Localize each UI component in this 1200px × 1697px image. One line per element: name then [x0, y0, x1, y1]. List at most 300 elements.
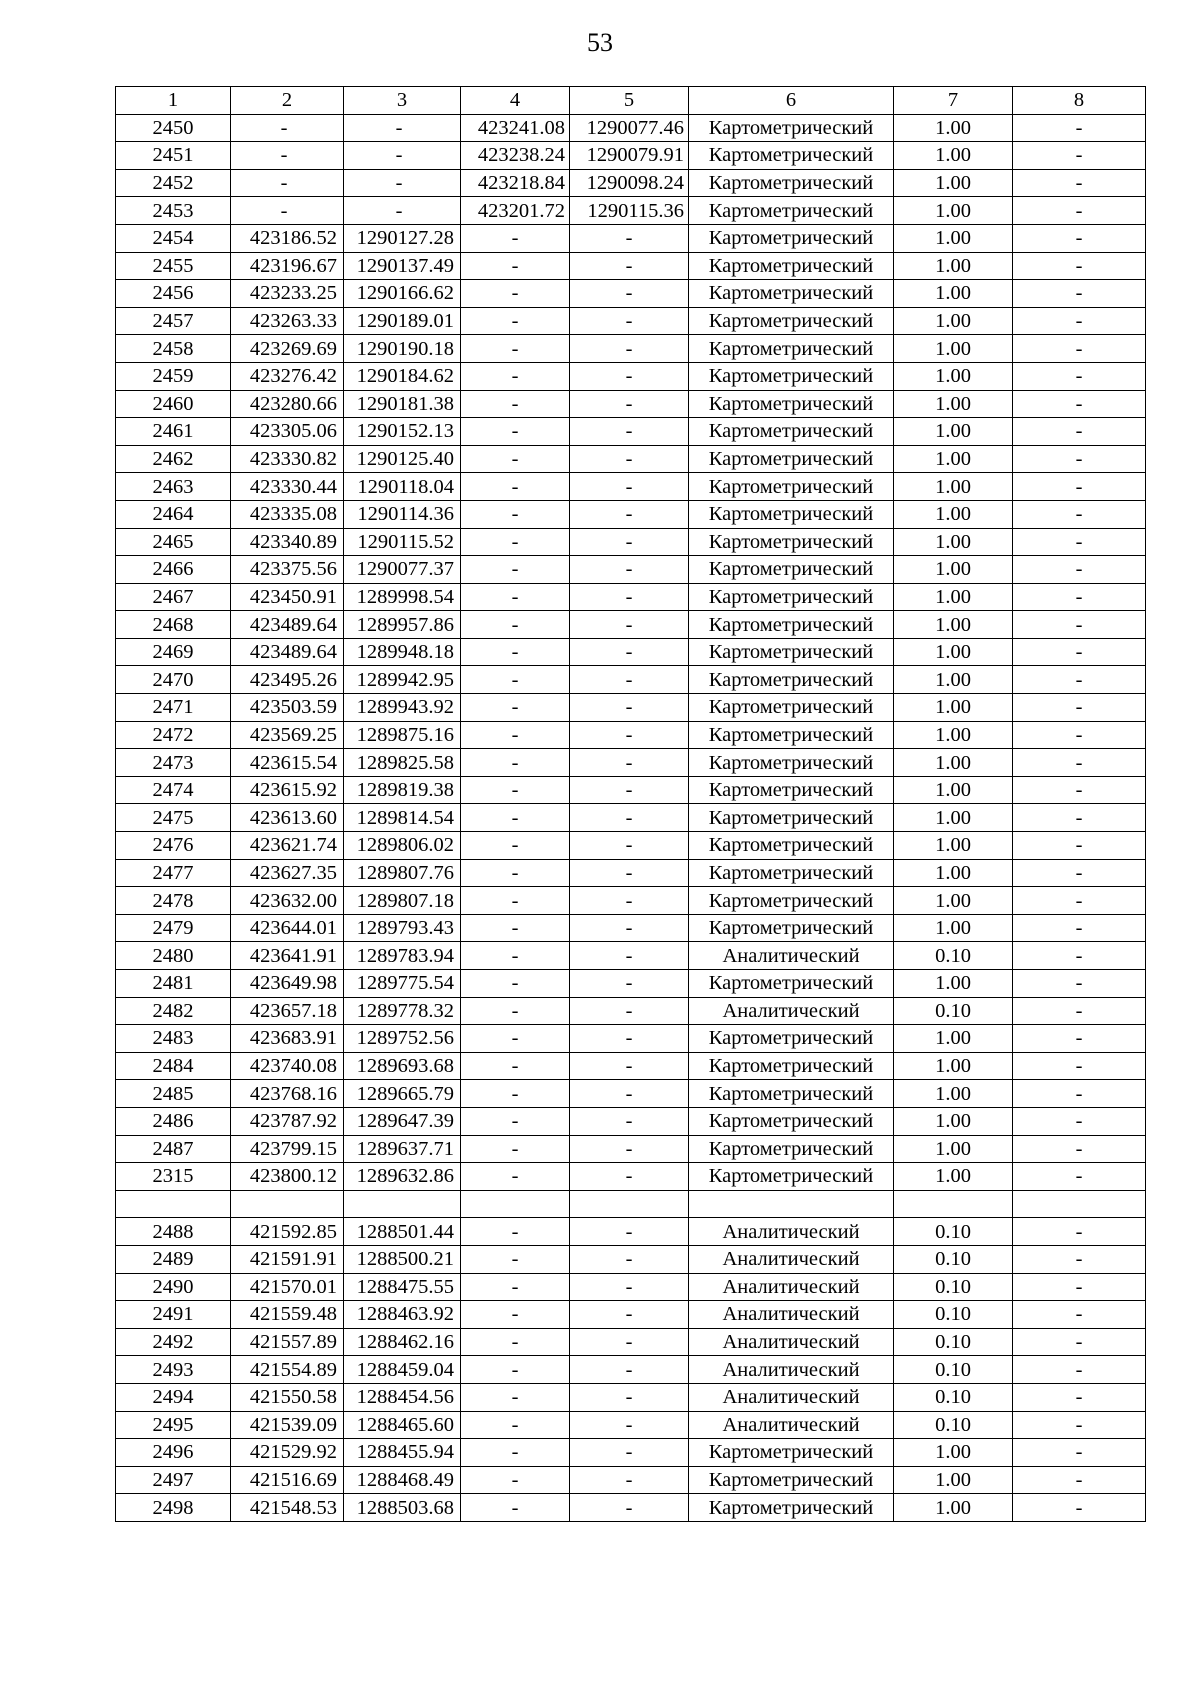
table-cell: 423657.18 [231, 997, 344, 1025]
table-cell: - [1013, 1466, 1146, 1494]
table-row [116, 1163, 1146, 1191]
table-cell: 1289998.54 [344, 583, 461, 611]
table-cell: 1290118.04 [344, 473, 461, 501]
table-cell: - [461, 970, 570, 998]
table-cell: - [461, 473, 570, 501]
table-cell: - [461, 1135, 570, 1163]
table-cell: Картометрический [689, 1135, 894, 1163]
table-cell: 423569.25 [231, 721, 344, 749]
table-cell: Картометрический [689, 1439, 894, 1467]
column-header: 1 [116, 87, 231, 115]
table-cell [894, 1190, 1013, 1218]
table-row [116, 390, 1146, 418]
table-cell: 423201.72 [461, 197, 570, 225]
table-cell: 1289819.38 [344, 776, 461, 804]
table-cell: - [461, 776, 570, 804]
table-cell: - [570, 556, 689, 584]
table-cell: 1.00 [894, 1494, 1013, 1522]
table-cell: 2489 [116, 1245, 231, 1273]
table-row [116, 804, 1146, 832]
table-cell: - [570, 1025, 689, 1053]
table-cell: Картометрический [689, 1052, 894, 1080]
table-cell: - [461, 749, 570, 777]
table-cell: 2471 [116, 694, 231, 722]
table-row [116, 638, 1146, 666]
table-cell: - [570, 1135, 689, 1163]
table-row [116, 500, 1146, 528]
table-cell: - [1013, 252, 1146, 280]
table-cell: - [461, 859, 570, 887]
table-cell: - [570, 1439, 689, 1467]
table-cell: 0.10 [894, 1245, 1013, 1273]
table-cell: - [570, 1163, 689, 1191]
table-cell: - [1013, 1135, 1146, 1163]
table-cell: Картометрический [689, 280, 894, 308]
table-cell: 1288459.04 [344, 1356, 461, 1384]
table-cell: - [461, 997, 570, 1025]
table-cell: 1.00 [894, 500, 1013, 528]
table-cell: - [344, 114, 461, 142]
table-cell: Картометрический [689, 1466, 894, 1494]
table-cell: - [1013, 362, 1146, 390]
table-cell: 2495 [116, 1411, 231, 1439]
table-cell: 1.00 [894, 390, 1013, 418]
table-cell: - [570, 362, 689, 390]
table-cell: - [1013, 197, 1146, 225]
coordinates-table [115, 86, 1146, 1522]
table-cell: - [1013, 887, 1146, 915]
table-cell: Картометрический [689, 142, 894, 170]
table-cell: 423489.64 [231, 611, 344, 639]
table-cell: Картометрический [689, 832, 894, 860]
table-row [116, 252, 1146, 280]
table-row [116, 1356, 1146, 1384]
table-cell: 2454 [116, 224, 231, 252]
table-cell: Картометрический [689, 694, 894, 722]
table-cell: 1290098.24 [570, 169, 689, 197]
table-row [116, 1466, 1146, 1494]
table-cell: - [461, 1466, 570, 1494]
table-cell: 1289778.32 [344, 997, 461, 1025]
table-cell: 423340.89 [231, 528, 344, 556]
table-cell: 2492 [116, 1328, 231, 1356]
table-cell: 1.00 [894, 694, 1013, 722]
table-cell: 1.00 [894, 914, 1013, 942]
table-cell: 423305.06 [231, 418, 344, 446]
table-cell: 2481 [116, 970, 231, 998]
table-cell: 423503.59 [231, 694, 344, 722]
table-cell: - [1013, 666, 1146, 694]
table-row [116, 1494, 1146, 1522]
table-cell: Картометрический [689, 1494, 894, 1522]
table-cell: Картометрический [689, 335, 894, 363]
table-cell: 421557.89 [231, 1328, 344, 1356]
table-cell: 0.10 [894, 1383, 1013, 1411]
table-cell: - [1013, 1245, 1146, 1273]
table-cell: 421539.09 [231, 1411, 344, 1439]
table-cell: - [1013, 832, 1146, 860]
table-cell: - [461, 528, 570, 556]
table-cell: Аналитический [689, 1383, 894, 1411]
table-cell: Картометрический [689, 914, 894, 942]
table-cell: 2456 [116, 280, 231, 308]
table-cell: 2465 [116, 528, 231, 556]
table-cell: 1.00 [894, 1080, 1013, 1108]
table-cell: - [1013, 1218, 1146, 1246]
table-row [116, 280, 1146, 308]
table-cell: - [1013, 224, 1146, 252]
table-cell: - [570, 1107, 689, 1135]
table-row [116, 114, 1146, 142]
table-cell: 2486 [116, 1107, 231, 1135]
table-cell: - [570, 390, 689, 418]
table-cell: - [1013, 1356, 1146, 1384]
table-cell: 1.00 [894, 1135, 1013, 1163]
table-cell: - [461, 390, 570, 418]
table-cell: - [1013, 970, 1146, 998]
table-cell: 1.00 [894, 1052, 1013, 1080]
table-cell: 2474 [116, 776, 231, 804]
table-cell: - [570, 666, 689, 694]
table-cell: 423621.74 [231, 832, 344, 860]
table-cell: - [1013, 776, 1146, 804]
table-cell: - [231, 142, 344, 170]
table-cell: - [461, 611, 570, 639]
table-cell: - [570, 418, 689, 446]
table-cell: 2496 [116, 1439, 231, 1467]
table-cell: 0.10 [894, 1301, 1013, 1329]
table-cell: 0.10 [894, 997, 1013, 1025]
table-cell [231, 1190, 344, 1218]
table-cell: 423375.56 [231, 556, 344, 584]
table-row [116, 362, 1146, 390]
table-cell: - [570, 638, 689, 666]
table-cell: 1288468.49 [344, 1466, 461, 1494]
table-cell: Картометрический [689, 970, 894, 998]
table-cell: - [1013, 804, 1146, 832]
table-cell: Аналитический [689, 1218, 894, 1246]
column-header: 7 [894, 87, 1013, 115]
table-row [116, 970, 1146, 998]
table-cell: 1.00 [894, 776, 1013, 804]
table-cell: - [461, 1439, 570, 1467]
table-cell: - [461, 280, 570, 308]
table-cell: 2494 [116, 1383, 231, 1411]
table-cell: 423233.25 [231, 280, 344, 308]
table-cell: 1.00 [894, 1163, 1013, 1191]
table-row [116, 1301, 1146, 1329]
table-cell: 1288475.55 [344, 1273, 461, 1301]
table-row [116, 528, 1146, 556]
table-cell: 1.00 [894, 169, 1013, 197]
table-cell: 1.00 [894, 859, 1013, 887]
table-cell: - [461, 1411, 570, 1439]
table-cell: 1.00 [894, 721, 1013, 749]
table-cell: Картометрический [689, 749, 894, 777]
table-cell: 1.00 [894, 1025, 1013, 1053]
table-cell [1013, 1190, 1146, 1218]
table-cell: 1290181.38 [344, 390, 461, 418]
table-cell: - [461, 804, 570, 832]
table-cell: - [231, 197, 344, 225]
table-cell: 421592.85 [231, 1218, 344, 1246]
table-cell: Картометрический [689, 224, 894, 252]
table-cell: - [1013, 1025, 1146, 1053]
table-cell: 421548.53 [231, 1494, 344, 1522]
table-cell: 423276.42 [231, 362, 344, 390]
table-cell: - [461, 694, 570, 722]
table-cell: 0.10 [894, 1273, 1013, 1301]
table-cell: 2490 [116, 1273, 231, 1301]
table-cell: 1290152.13 [344, 418, 461, 446]
table-row [116, 611, 1146, 639]
table-cell: - [1013, 749, 1146, 777]
table-row [116, 1190, 1146, 1218]
table-cell: - [570, 528, 689, 556]
table-cell: 1289814.54 [344, 804, 461, 832]
table-cell: 2458 [116, 335, 231, 363]
table-cell: - [570, 583, 689, 611]
table-cell: - [461, 887, 570, 915]
table-cell: - [1013, 1494, 1146, 1522]
table-cell: - [570, 335, 689, 363]
table-cell: - [461, 1052, 570, 1080]
table-cell: - [1013, 997, 1146, 1025]
table-cell: 1.00 [894, 583, 1013, 611]
column-header: 8 [1013, 87, 1146, 115]
table-row [116, 1245, 1146, 1273]
table-cell: - [461, 1383, 570, 1411]
table-cell: - [344, 142, 461, 170]
table-cell: 1.00 [894, 335, 1013, 363]
table-cell: Картометрический [689, 252, 894, 280]
table-cell: - [570, 280, 689, 308]
table-cell: Картометрический [689, 583, 894, 611]
table-cell: - [231, 114, 344, 142]
table-cell: - [1013, 942, 1146, 970]
table-cell: 2473 [116, 749, 231, 777]
table-cell: Картометрический [689, 500, 894, 528]
table-cell: 423615.92 [231, 776, 344, 804]
table-cell: 421554.89 [231, 1356, 344, 1384]
table-cell: Картометрический [689, 721, 894, 749]
table-cell: 423768.16 [231, 1080, 344, 1108]
table-cell: 2460 [116, 390, 231, 418]
table-cell: 1290115.36 [570, 197, 689, 225]
table-cell: 423186.52 [231, 224, 344, 252]
table-row [116, 1107, 1146, 1135]
table-cell: - [570, 224, 689, 252]
table-cell: 2464 [116, 500, 231, 528]
table-cell: 1290115.52 [344, 528, 461, 556]
table-cell: 2453 [116, 197, 231, 225]
table-row [116, 224, 1146, 252]
table-cell: - [461, 252, 570, 280]
table-cell: 0.10 [894, 942, 1013, 970]
table-cell: 1290190.18 [344, 335, 461, 363]
table-cell: 1289807.18 [344, 887, 461, 915]
table-cell: 1290189.01 [344, 307, 461, 335]
table-row [116, 1218, 1146, 1246]
table-cell: 2479 [116, 914, 231, 942]
table-cell: - [461, 914, 570, 942]
table-cell: - [570, 473, 689, 501]
table-cell: - [570, 1273, 689, 1301]
table-cell: 423644.01 [231, 914, 344, 942]
table-cell: 421591.91 [231, 1245, 344, 1273]
table-cell: Аналитический [689, 942, 894, 970]
table-cell: - [570, 1328, 689, 1356]
table-row [116, 694, 1146, 722]
table-cell: 423335.08 [231, 500, 344, 528]
table-cell: - [570, 1466, 689, 1494]
table-cell: - [461, 500, 570, 528]
table-cell: 2478 [116, 887, 231, 915]
table-cell: - [570, 804, 689, 832]
table-cell: - [570, 252, 689, 280]
table-cell: 2488 [116, 1218, 231, 1246]
table-cell: - [1013, 307, 1146, 335]
table-cell: 1.00 [894, 197, 1013, 225]
table-cell: - [461, 307, 570, 335]
table-cell: 423241.08 [461, 114, 570, 142]
table-cell: 1.00 [894, 445, 1013, 473]
table-cell: - [1013, 528, 1146, 556]
table-row [116, 749, 1146, 777]
table-cell: 421570.01 [231, 1273, 344, 1301]
table-cell: - [1013, 335, 1146, 363]
table-cell: 1288462.16 [344, 1328, 461, 1356]
table-cell: Аналитический [689, 1273, 894, 1301]
table-cell: 1.00 [894, 280, 1013, 308]
table-cell: 2463 [116, 473, 231, 501]
table-cell: - [1013, 611, 1146, 639]
table-cell: Картометрический [689, 390, 894, 418]
table-cell: 423280.66 [231, 390, 344, 418]
table-cell: - [1013, 1328, 1146, 1356]
table-row [116, 942, 1146, 970]
table-row [116, 1411, 1146, 1439]
table-cell: - [461, 721, 570, 749]
table-cell: 1290077.37 [344, 556, 461, 584]
table-cell: - [1013, 473, 1146, 501]
table-cell: 1.00 [894, 473, 1013, 501]
table-cell: - [570, 887, 689, 915]
table-cell: - [1013, 1107, 1146, 1135]
table-cell: Картометрический [689, 1107, 894, 1135]
table-row [116, 1273, 1146, 1301]
table-cell: 2461 [116, 418, 231, 446]
table-cell: 1289825.58 [344, 749, 461, 777]
table-cell: Картометрический [689, 611, 894, 639]
table-cell: 2477 [116, 859, 231, 887]
table-cell: - [461, 1273, 570, 1301]
table-cell: - [1013, 390, 1146, 418]
table-cell: 423799.15 [231, 1135, 344, 1163]
table-cell: - [461, 583, 570, 611]
table-cell: - [344, 197, 461, 225]
table-cell: 1.00 [894, 666, 1013, 694]
table-cell: - [461, 666, 570, 694]
table-cell: Картометрический [689, 307, 894, 335]
table-cell: 1290114.36 [344, 500, 461, 528]
table-body [116, 87, 1146, 1522]
table-cell: Картометрический [689, 1025, 894, 1053]
column-header: 6 [689, 87, 894, 115]
table-row [116, 914, 1146, 942]
table-cell: 423263.33 [231, 307, 344, 335]
table-cell: - [1013, 1273, 1146, 1301]
table-cell: - [570, 307, 689, 335]
table-row [116, 666, 1146, 694]
table-row [116, 997, 1146, 1025]
table-cell: - [461, 1025, 570, 1053]
table-cell: 2493 [116, 1356, 231, 1384]
table-cell: 1289957.86 [344, 611, 461, 639]
table-cell: - [461, 418, 570, 446]
table-header-row [116, 87, 1146, 115]
table-cell: 2484 [116, 1052, 231, 1080]
table-cell: - [570, 832, 689, 860]
table-cell: Аналитический [689, 1245, 894, 1273]
table-cell: Аналитический [689, 1328, 894, 1356]
table-cell: - [461, 1328, 570, 1356]
table-row [116, 335, 1146, 363]
table-cell: 1289806.02 [344, 832, 461, 860]
table-cell: 1290125.40 [344, 445, 461, 473]
table-cell: - [570, 749, 689, 777]
table-cell: Картометрический [689, 1163, 894, 1191]
table-cell: 2487 [116, 1135, 231, 1163]
table-cell: - [461, 832, 570, 860]
table-cell: - [461, 445, 570, 473]
table-row [116, 1052, 1146, 1080]
table-cell: - [1013, 1383, 1146, 1411]
table-cell: - [461, 362, 570, 390]
table-row [116, 418, 1146, 446]
table-cell: 423330.82 [231, 445, 344, 473]
table-cell: - [461, 1218, 570, 1246]
table-cell: 423613.60 [231, 804, 344, 832]
table-cell: 2472 [116, 721, 231, 749]
table-cell: - [1013, 556, 1146, 584]
table-cell: 1289752.56 [344, 1025, 461, 1053]
table-row [116, 307, 1146, 335]
table-row [116, 169, 1146, 197]
table-row [116, 1025, 1146, 1053]
table-cell: 1.00 [894, 804, 1013, 832]
table-cell: 1.00 [894, 832, 1013, 860]
table-cell: 1289632.86 [344, 1163, 461, 1191]
table-cell: Картометрический [689, 169, 894, 197]
table-cell: Картометрический [689, 638, 894, 666]
table-cell [116, 1190, 231, 1218]
table-cell: - [570, 914, 689, 942]
table-cell: - [570, 611, 689, 639]
table-cell: - [461, 556, 570, 584]
table-cell: - [570, 1245, 689, 1273]
table-cell: 1.00 [894, 1107, 1013, 1135]
table-cell: 1.00 [894, 142, 1013, 170]
table-cell: 1.00 [894, 970, 1013, 998]
table-cell: 2315 [116, 1163, 231, 1191]
page-number: 53 [587, 28, 613, 57]
table-cell: 421516.69 [231, 1466, 344, 1494]
table-cell: - [570, 1218, 689, 1246]
table-cell: - [570, 1301, 689, 1329]
table-cell: Картометрический [689, 804, 894, 832]
table-cell: Картометрический [689, 445, 894, 473]
